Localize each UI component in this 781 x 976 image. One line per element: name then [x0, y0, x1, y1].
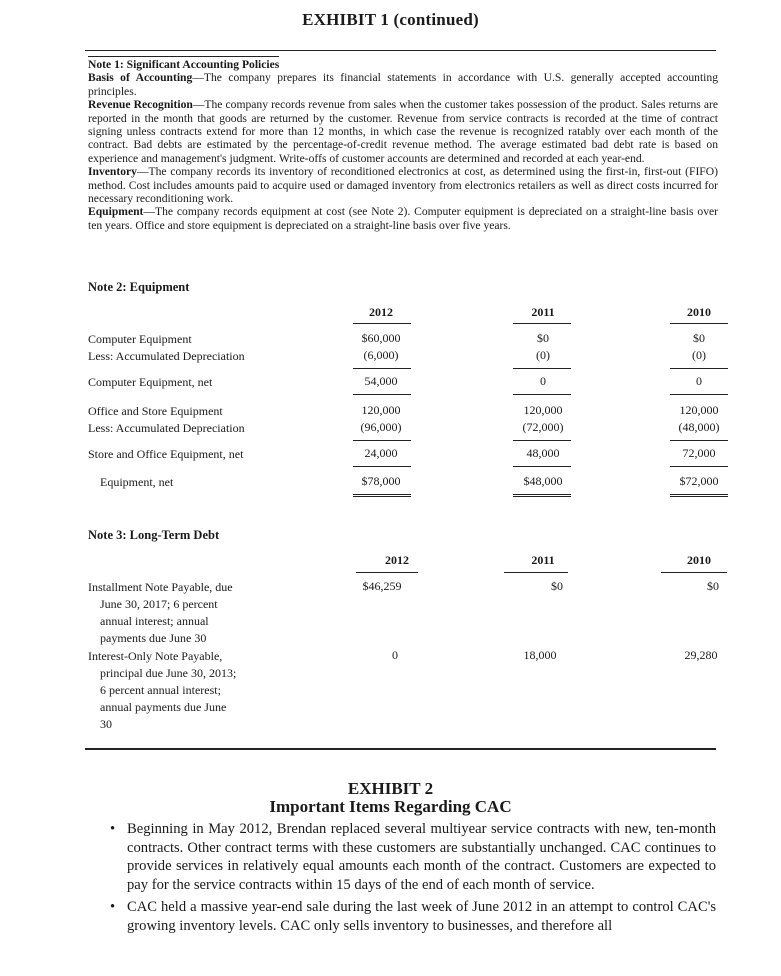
- note2-cell: (96,000): [360, 420, 402, 434]
- note1-inventory-text: —The company records its inventory of reconditioned electronics at cost, as determined using the first-in, first-out (FIFO) method. Cost includes amounts paid to acquire used or damaged inventory from electronics retailers as well as direct costs incurred for necessary reconditioning work.: [88, 165, 718, 206]
- note2-subtotal-rule: [670, 368, 728, 369]
- note3-year-underline: [356, 572, 418, 573]
- note1-section: [88, 56, 718, 232]
- note2-net-rule: [670, 394, 728, 395]
- note3-cell: $46,259: [362, 579, 402, 593]
- bullet-item: [110, 820, 716, 895]
- note1-heading: Note 1: Significant Accounting Policies: [88, 58, 280, 71]
- note2-net-rule: [353, 394, 411, 395]
- note3-cell: 29,280: [684, 648, 718, 662]
- note2-subtotal-rule: [513, 440, 571, 441]
- note2-cell: 120,000: [361, 403, 401, 417]
- bullet-item: [110, 898, 716, 935]
- note2-year-2012: 2012: [369, 305, 393, 319]
- bullet-text: CAC held a massive year-end sale during the last week of June 2012 in an attempt to control CAC's growing inventory levels. CAC only sells inventory to businesses, and therefore all: [127, 898, 716, 934]
- note2-cell: (72,000): [522, 420, 564, 434]
- note2-row-label: Office and Store Equipment: [88, 404, 223, 418]
- note3-cell: $0: [551, 579, 563, 593]
- note1-revenue-label: Revenue Recognition: [88, 98, 193, 112]
- note3-row1-label: [88, 579, 233, 647]
- note3-year-underline: [504, 572, 568, 573]
- note2-cell: (0): [692, 348, 706, 362]
- note2-cell: $60,000: [361, 331, 401, 345]
- note2-cell: 120,000: [679, 403, 719, 417]
- note2-cell: (48,000): [678, 420, 720, 434]
- exhibit-1-title: EXHIBIT 1 (continued): [302, 10, 479, 29]
- note1-basis-text: —The company prepares its financial statements in accordance with U.S. generally accepted accounting principles.: [88, 71, 718, 98]
- note1-inventory: [88, 165, 718, 205]
- note1-basis: [88, 71, 718, 98]
- note1-inventory-label: Inventory: [88, 165, 137, 179]
- note2-cell: 72,000: [682, 446, 716, 460]
- note2-cell: 0: [540, 374, 546, 388]
- note2-net-rule: [513, 466, 571, 467]
- note1-revenue-text: —The company records revenue from sales when the customer takes possession of the product. Sales returns are reported in the month that goods are returned by the customer. Revenue from service contracts is recorded at the time of contract signing unless contracts extend for more than 12 months, in which case the revenue is recognized ratably over each month of the contract. Bad debts are estimated by the percentage-of-credit revenue method. The average estimated bad debt rate is based on experience and management's judgment. Write-offs of customer accounts are determined and recorded at each year-end.: [88, 98, 718, 165]
- note2-year-underline: [513, 323, 571, 324]
- note2-net-rule: [353, 466, 411, 467]
- note2-net-rule: [670, 466, 728, 467]
- note3-row1-line: Installment Note Payable, due: [88, 580, 233, 594]
- note2-cell: 24,000: [364, 446, 398, 460]
- note3-row2-line: annual payments due June: [100, 700, 227, 714]
- note2-subtotal-rule: [670, 440, 728, 441]
- note2-cell: 48,000: [526, 446, 560, 460]
- note2-total-cell: $78,000: [361, 474, 401, 488]
- note2-year-2011: 2011: [531, 305, 555, 319]
- note3-row2-line: 30: [100, 717, 112, 731]
- note3-cell: 0: [392, 648, 398, 662]
- note1-equipment: [88, 205, 718, 232]
- note3-year-2012: 2012: [385, 553, 409, 567]
- exhibit-2-bullets: [110, 820, 716, 935]
- note2-year-underline: [670, 323, 728, 324]
- bullet-text: Beginning in May 2012, Brendan replaced several multiyear service contracts with new, ten-month contracts. Other contract terms with these customers are substantially unchanged. CAC continues to provide services in relatively equal amounts each month of the contract. Customers are expected to pay for the service contracts within 15 days of the end of each month of service.: [127, 821, 716, 894]
- note3-row1-line: annual interest; annual: [100, 614, 209, 628]
- note3-year-2010: 2010: [687, 553, 711, 567]
- note2-row-label: Less: Accumulated Depreciation: [88, 349, 245, 363]
- note3-row1-line: June 30, 2017; 6 percent: [100, 597, 218, 611]
- note2-subtotal-rule: [353, 368, 411, 369]
- note1-basis-label: Basis of Accounting: [88, 71, 193, 85]
- exhibit-2-title: EXHIBIT 2: [347, 779, 434, 798]
- note2-year-2010: 2010: [687, 305, 711, 319]
- note2-total-cell: $72,000: [679, 474, 719, 488]
- exhibit-2-subtitle: Important Items Regarding CAC: [269, 797, 512, 816]
- note3-cell: 18,000: [523, 648, 557, 662]
- note2-total-double-rule: [513, 494, 571, 497]
- bullet-dot-icon: •: [110, 898, 116, 915]
- note2-cell: 54,000: [364, 374, 398, 388]
- note2-total-label: Equipment, net: [100, 475, 174, 489]
- note2-subtotal-rule: [353, 440, 411, 441]
- note3-row2-line: principal due June 30, 2013;: [100, 666, 237, 680]
- note2-row-label: Less: Accumulated Depreciation: [88, 421, 245, 435]
- note1-equipment-label: Equipment: [88, 205, 144, 219]
- note3-row2-line: Interest-Only Note Payable,: [88, 649, 223, 663]
- note2-total-cell: $48,000: [523, 474, 563, 488]
- note1-revenue: [88, 98, 718, 165]
- note2-cell: (6,000): [363, 348, 399, 362]
- note2-cell: $0: [537, 331, 549, 345]
- note2-heading: Note 2: Equipment: [88, 280, 190, 294]
- exhibit-1-bottom-rule: [85, 748, 716, 750]
- note3-row2-label: [88, 648, 236, 733]
- note2-net-rule: [513, 394, 571, 395]
- note2-row-label: Computer Equipment, net: [88, 375, 213, 389]
- note3-heading: Note 3: Long-Term Debt: [88, 528, 220, 542]
- note1-equipment-text: —The company records equipment at cost (see Note 2). Computer equipment is depreciated on a straight-line basis over ten years. Office and store equipment is depreciated on a straight-line basis over five years.: [88, 205, 718, 232]
- note3-year-2011: 2011: [531, 553, 555, 567]
- note3-row1-line: payments due June 30: [100, 631, 207, 645]
- bullet-dot-icon: •: [110, 821, 116, 837]
- top-rule: [85, 50, 716, 51]
- note2-row-label: Computer Equipment: [88, 332, 192, 346]
- note3-row2-line: 6 percent annual interest;: [100, 683, 221, 697]
- note2-row-label: Store and Office Equipment, net: [88, 447, 244, 461]
- note3-year-underline: [661, 572, 727, 573]
- note2-cell: 0: [696, 374, 702, 388]
- note2-total-double-rule: [670, 494, 728, 497]
- note2-cell: 120,000: [523, 403, 563, 417]
- note2-subtotal-rule: [513, 368, 571, 369]
- note2-total-double-rule: [353, 494, 411, 497]
- note2-year-underline: [353, 323, 411, 324]
- note3-cell: $0: [707, 579, 719, 593]
- note2-cell: (0): [536, 348, 550, 362]
- note2-cell: $0: [693, 331, 705, 345]
